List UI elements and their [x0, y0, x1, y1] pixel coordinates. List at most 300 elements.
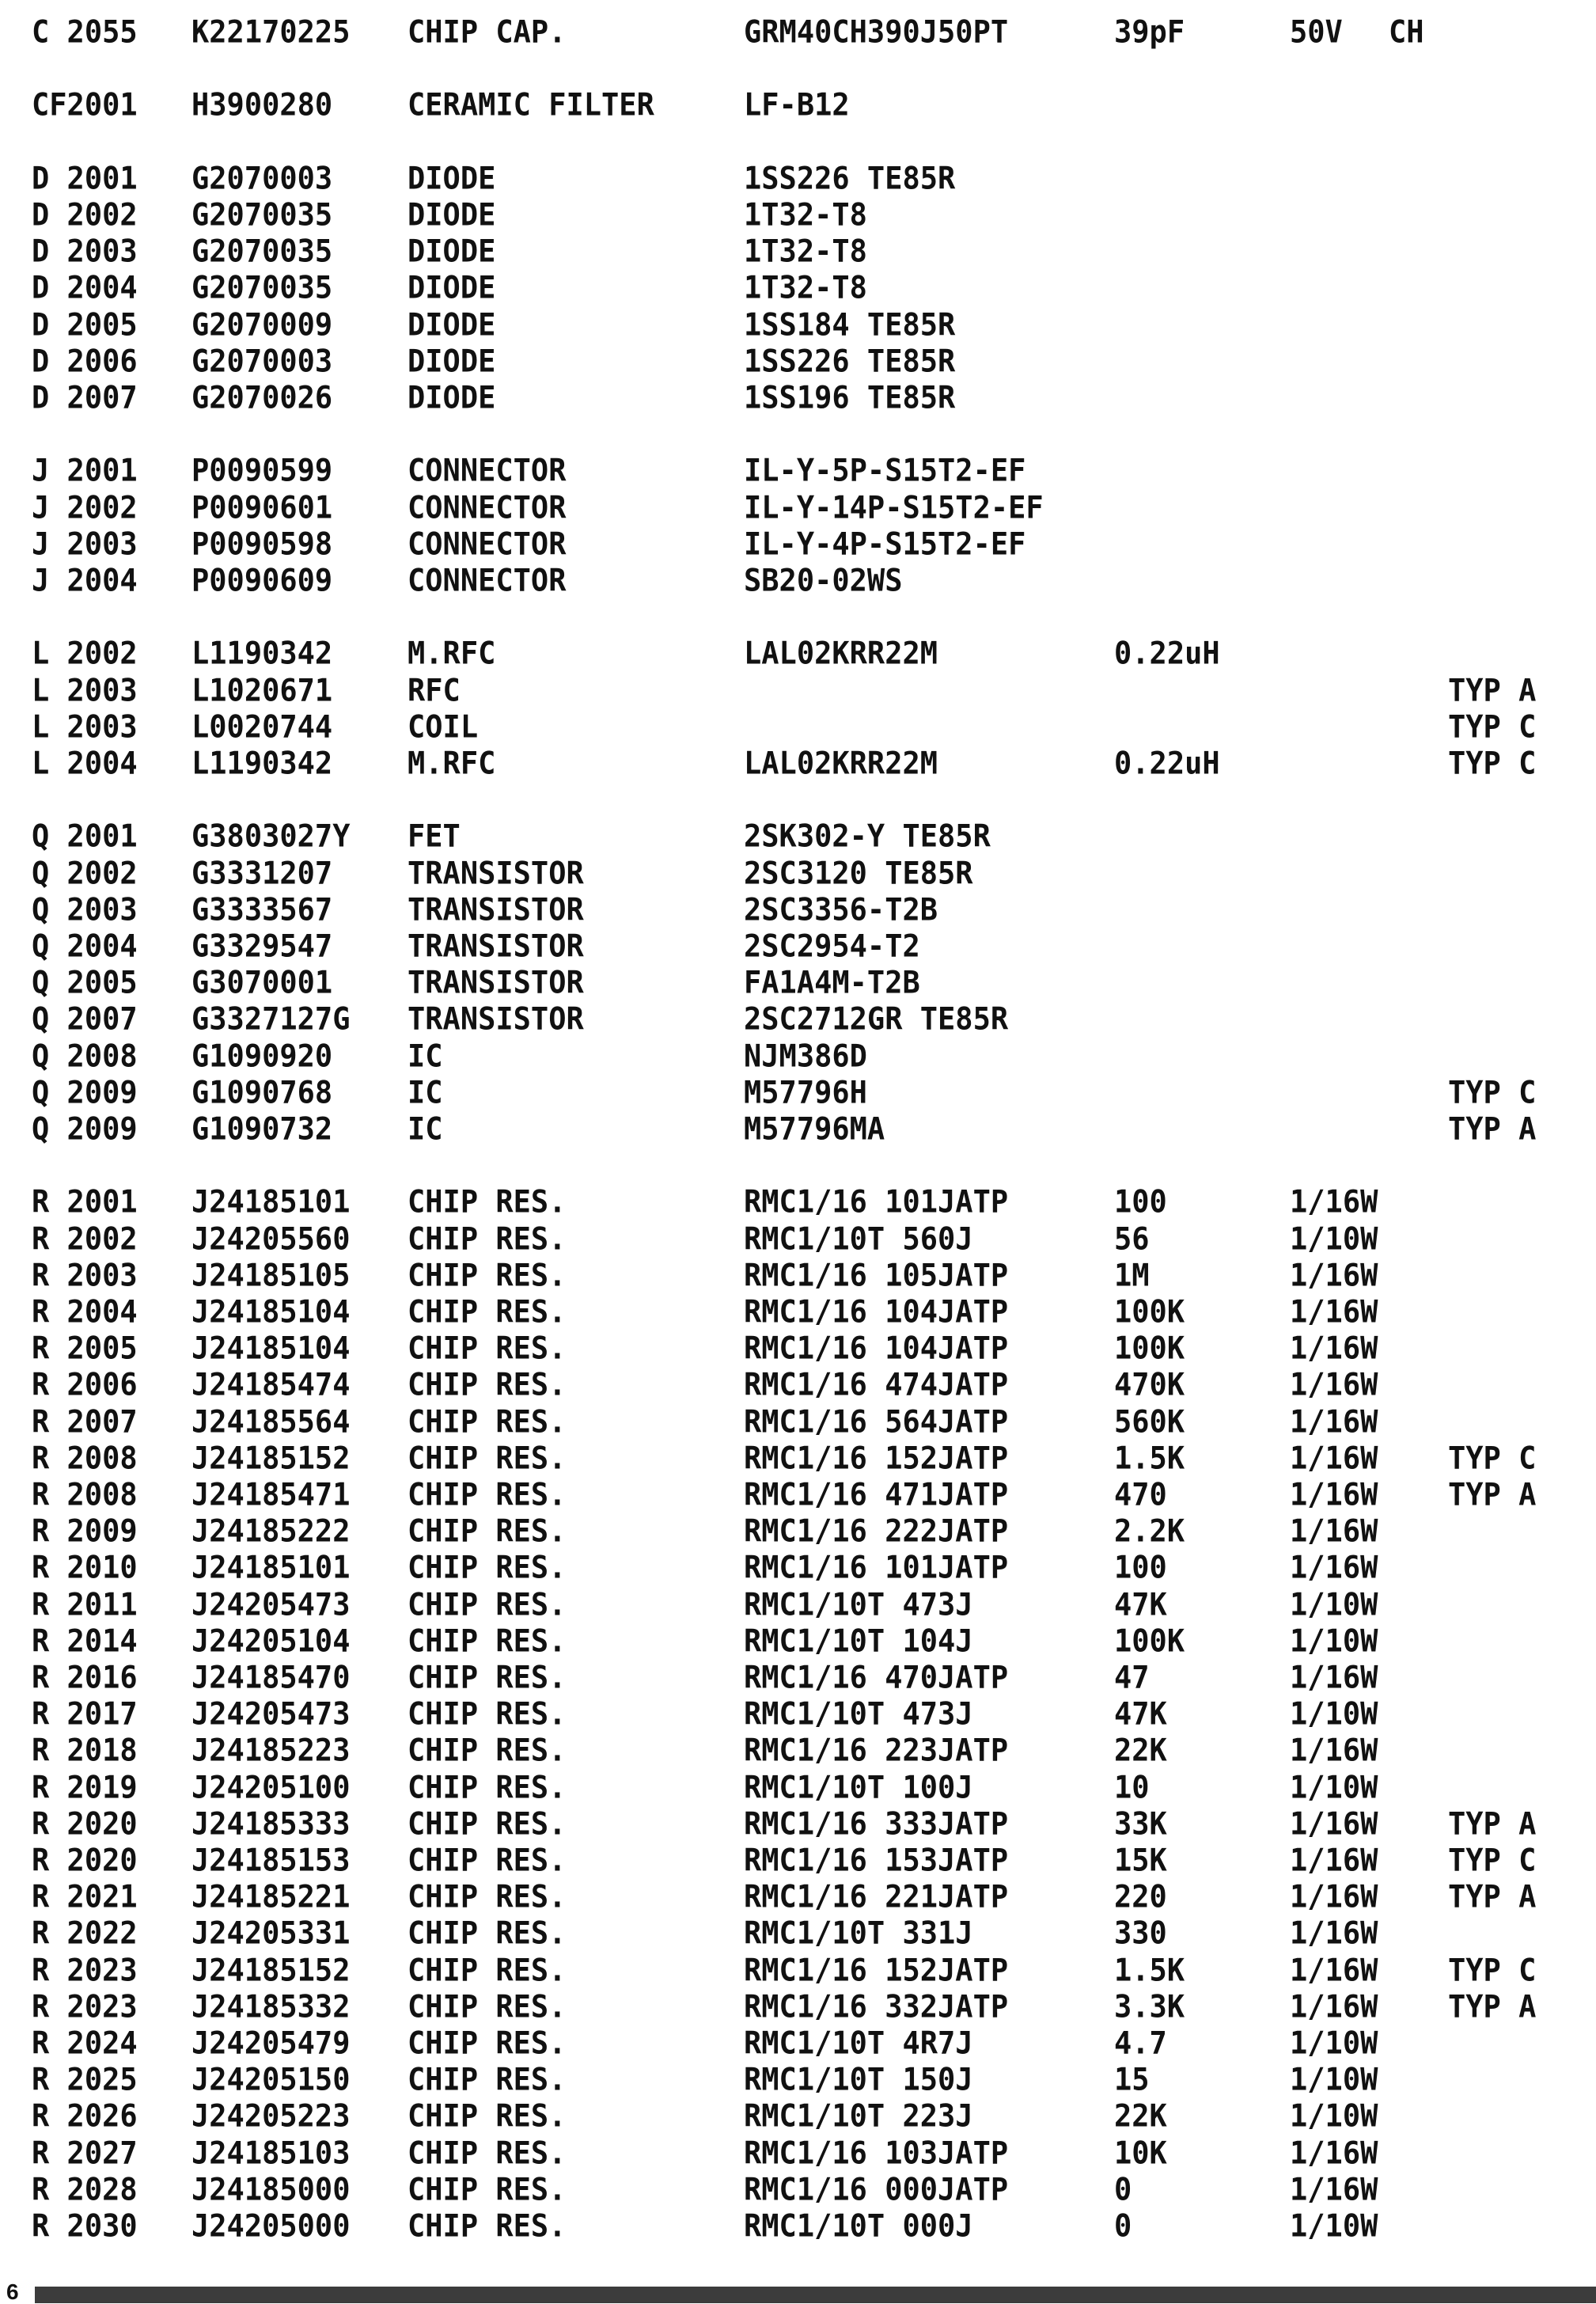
ref-designator: L 2002 [32, 636, 138, 672]
parts-row [0, 708, 1596, 746]
component-value: 15K [1114, 1842, 1167, 1879]
description: TRANSISTOR [408, 1001, 584, 1038]
part-number: G2070009 [191, 306, 333, 343]
component-value: 33K [1114, 1805, 1167, 1842]
type-number: NJM386D [744, 1038, 867, 1074]
part-number: J24205150 [191, 2062, 351, 2098]
part-number: J24205473 [191, 1696, 351, 1733]
rating: 1/16W [1290, 1476, 1378, 1513]
component-value: 10 [1114, 1769, 1150, 1805]
parts-row [0, 1183, 1596, 1221]
ref-designator: D 2003 [32, 233, 138, 270]
component-value: 100K [1114, 1330, 1185, 1367]
description: DIODE [408, 270, 496, 306]
ref-designator: Q 2002 [32, 855, 138, 891]
component-value: 0 [1114, 2171, 1132, 2207]
parts-row [0, 1330, 1596, 1368]
component-value: 100K [1114, 1623, 1185, 1659]
rating: 1/10W [1290, 1696, 1378, 1733]
ref-designator: R 2016 [32, 1659, 138, 1696]
part-number: P0090601 [191, 489, 333, 526]
type-number: RMC1/16 101JATP [744, 1184, 1009, 1220]
type-number: M57796MA [744, 1110, 885, 1148]
part-number: G1090920 [191, 1038, 333, 1074]
part-number: J24205473 [191, 1586, 351, 1623]
ref-designator: R 2011 [32, 1586, 138, 1623]
type-number: 2SC3120 TE85R [744, 855, 973, 891]
type-number: RMC1/16 105JATP [744, 1257, 1009, 1293]
ref-designator: R 2006 [32, 1367, 138, 1403]
ref-designator: D 2002 [32, 196, 138, 233]
ref-designator: R 2003 [32, 1257, 138, 1293]
rating: 1/10W [1290, 2025, 1378, 2062]
type-number: GRM40CH390J50PT [744, 13, 1009, 51]
ref-designator: Q 2007 [32, 1001, 138, 1038]
description: RFC [408, 672, 461, 708]
type-number: IL-Y-4P-S15T2-EF [744, 526, 1026, 562]
rating: 1/16W [1290, 1842, 1378, 1879]
description: CHIP RES. [408, 2098, 567, 2135]
ref-designator: Q 2009 [32, 1074, 138, 1110]
ref-designator: R 2017 [32, 1696, 138, 1733]
part-number: K22170225 [191, 13, 351, 51]
ref-designator: R 2026 [32, 2098, 138, 2135]
component-value: 22K [1114, 2098, 1167, 2135]
footer-bar [35, 2287, 1596, 2303]
description: DIODE [408, 233, 496, 270]
parts-row [0, 2171, 1596, 2209]
ref-designator: D 2006 [32, 343, 138, 379]
parts-row [0, 928, 1596, 966]
type-number: RMC1/16 564JATP [744, 1403, 1009, 1440]
ref-designator: R 2008 [32, 1440, 138, 1476]
description: CHIP RES. [408, 1367, 567, 1403]
description: CHIP RES. [408, 1513, 567, 1550]
ref-designator: R 2005 [32, 1330, 138, 1367]
description: CHIP RES. [408, 1696, 567, 1733]
parts-row [0, 1732, 1596, 1770]
parts-row [0, 1695, 1596, 1733]
parts-row [0, 1293, 1596, 1331]
type-number: 1T32-T8 [744, 196, 867, 233]
type-number: RMC1/16 104JATP [744, 1293, 1009, 1330]
rating: 1/16W [1290, 1733, 1378, 1769]
part-number: J24185101 [191, 1550, 351, 1586]
description: CONNECTOR [408, 562, 567, 599]
parts-row [0, 13, 1596, 51]
rating: 1/10W [1290, 1220, 1378, 1257]
parts-row [0, 1623, 1596, 1661]
ref-designator: R 2019 [32, 1769, 138, 1805]
parts-row [0, 562, 1596, 600]
part-number: G3333567 [191, 891, 333, 928]
ref-designator: R 2024 [32, 2025, 138, 2062]
type-number: 2SC3356-T2B [744, 891, 938, 928]
parts-row [0, 2097, 1596, 2135]
ref-designator: J 2001 [32, 453, 138, 489]
part-number: G1090732 [191, 1110, 333, 1148]
component-value: 0 [1114, 2207, 1132, 2245]
description: CHIP RES. [408, 1550, 567, 1586]
type-number: RMC1/16 103JATP [744, 2135, 1009, 2171]
description: CHIP RES. [408, 1879, 567, 1915]
parts-row [0, 196, 1596, 234]
parts-row [0, 2207, 1596, 2245]
description: CHIP RES. [408, 1842, 567, 1879]
ref-designator: R 2008 [32, 1476, 138, 1513]
type-number: 2SC2712GR TE85R [744, 1001, 1009, 1038]
part-number: J24185153 [191, 1842, 351, 1879]
part-number: L0020744 [191, 708, 333, 745]
ref-designator: R 2021 [32, 1879, 138, 1915]
ref-designator: R 2025 [32, 2062, 138, 2098]
type-number: RMC1/16 000JATP [744, 2171, 1009, 2207]
part-number: L1020671 [191, 672, 333, 708]
description: CHIP RES. [408, 1586, 567, 1623]
component-value: 0.22uH [1114, 745, 1220, 782]
parts-row [0, 379, 1596, 417]
description: CHIP RES. [408, 1257, 567, 1293]
description: DIODE [408, 160, 496, 196]
part-number: G3331207 [191, 855, 333, 891]
parts-row [0, 1440, 1596, 1478]
part-number: G3329547 [191, 928, 333, 965]
ref-designator: R 2023 [32, 1988, 138, 2025]
parts-row [0, 1549, 1596, 1587]
description: CHIP RES. [408, 1915, 567, 1952]
rating: 1/16W [1290, 1952, 1378, 1988]
component-value: 47 [1114, 1659, 1150, 1696]
parts-row [0, 818, 1596, 856]
component-value: 1.5K [1114, 1952, 1185, 1988]
ref-designator: R 2001 [32, 1184, 138, 1220]
ref-designator: R 2007 [32, 1403, 138, 1440]
part-number: G1090768 [191, 1074, 333, 1110]
type-number: LAL02KRR22M [744, 636, 938, 672]
ref-designator: R 2023 [32, 1952, 138, 1988]
description: CHIP RES. [408, 1403, 567, 1440]
parts-row [0, 233, 1596, 271]
ref-designator: R 2014 [32, 1623, 138, 1659]
part-number: J24185474 [191, 1367, 351, 1403]
ref-designator: R 2009 [32, 1513, 138, 1550]
type-number: 1SS226 TE85R [744, 160, 956, 196]
part-number: G2070035 [191, 196, 333, 233]
type-number: RMC1/16 104JATP [744, 1330, 1009, 1367]
description: CHIP RES. [408, 1805, 567, 1842]
type-number: IL-Y-5P-S15T2-EF [744, 453, 1026, 489]
description: DIODE [408, 196, 496, 233]
component-value: 4.7 [1114, 2025, 1167, 2062]
type-number: 2SC2954-T2 [744, 928, 920, 965]
parts-row [0, 1842, 1596, 1880]
rating: 1/16W [1290, 1330, 1378, 1367]
part-number: G2070026 [191, 379, 333, 416]
rating: 1/16W [1290, 1184, 1378, 1220]
parts-row [0, 1951, 1596, 1989]
type-number: RMC1/10T 150J [744, 2062, 973, 2098]
part-number: J24185564 [191, 1403, 351, 1440]
description: CHIP RES. [408, 2207, 567, 2245]
variant-tag: TYP A [1448, 1879, 1537, 1915]
ref-designator: R 2020 [32, 1842, 138, 1879]
part-number: J24185152 [191, 1440, 351, 1476]
parts-row [0, 854, 1596, 892]
type-number: RMC1/10T 473J [744, 1696, 973, 1733]
type-number: RMC1/10T 331J [744, 1915, 973, 1952]
type-number: RMC1/16 222JATP [744, 1513, 1009, 1550]
part-number: J24185332 [191, 1988, 351, 2025]
rating: 1/16W [1290, 1513, 1378, 1550]
type-number: IL-Y-14P-S15T2-EF [744, 489, 1044, 526]
page-number: 6 [6, 2279, 19, 2304]
component-value: 470 [1114, 1476, 1167, 1513]
variant-tag: TYP A [1448, 1988, 1537, 2025]
rating: 50V [1290, 13, 1343, 51]
component-value: 470K [1114, 1367, 1185, 1403]
description: TRANSISTOR [408, 891, 584, 928]
component-value: 47K [1114, 1696, 1167, 1733]
parts-row [0, 1988, 1596, 2026]
description: CHIP CAP. [408, 13, 567, 51]
ref-designator: J 2003 [32, 526, 138, 562]
rating: 1/16W [1290, 1805, 1378, 1842]
part-number: J24185101 [191, 1184, 351, 1220]
type-number: 1SS196 TE85R [744, 379, 956, 416]
type-number: 2SK302-Y TE85R [744, 818, 991, 855]
rating: 1/16W [1290, 1915, 1378, 1952]
type-number: RMC1/10T 100J [744, 1769, 973, 1805]
rating: 1/10W [1290, 2062, 1378, 2098]
rating: 1/16W [1290, 1988, 1378, 2025]
type-number: RMC1/10T 473J [744, 1586, 973, 1623]
ref-designator: R 2030 [32, 2207, 138, 2245]
component-value: 0.22uH [1114, 636, 1220, 672]
part-number: J24205000 [191, 2207, 351, 2245]
ref-designator: L 2004 [32, 745, 138, 782]
parts-row [0, 2061, 1596, 2099]
description: CHIP RES. [408, 2025, 567, 2062]
part-number: J24185104 [191, 1293, 351, 1330]
part-number: J24205331 [191, 1915, 351, 1952]
ref-designator: R 2002 [32, 1220, 138, 1257]
parts-row [0, 1074, 1596, 1112]
description: COIL [408, 708, 479, 745]
ref-designator: Q 2003 [32, 891, 138, 928]
description: DIODE [408, 343, 496, 379]
ref-designator: D 2004 [32, 270, 138, 306]
part-number: J24185223 [191, 1733, 351, 1769]
parts-row [0, 1513, 1596, 1551]
description: CHIP RES. [408, 1952, 567, 1988]
parts-row [0, 488, 1596, 526]
parts-row [0, 745, 1596, 783]
extra-spec: CH [1389, 13, 1424, 51]
type-number: RMC1/10T 4R7J [744, 2025, 973, 2062]
part-number: J24185105 [191, 1257, 351, 1293]
parts-row [0, 671, 1596, 709]
ref-designator: D 2005 [32, 306, 138, 343]
description: TRANSISTOR [408, 855, 584, 891]
description: CHIP RES. [408, 1623, 567, 1659]
description: CHIP RES. [408, 2062, 567, 2098]
ref-designator: R 2022 [32, 1915, 138, 1952]
description: CHIP RES. [408, 1220, 567, 1257]
type-number: LAL02KRR22M [744, 745, 938, 782]
variant-tag: TYP C [1448, 708, 1537, 745]
ref-designator: L 2003 [32, 708, 138, 745]
ref-designator: J 2002 [32, 489, 138, 526]
description: CHIP RES. [408, 1988, 567, 2025]
parts-row [0, 452, 1596, 490]
part-number: J24185221 [191, 1879, 351, 1915]
variant-tag: TYP C [1448, 1440, 1537, 1476]
parts-row [0, 1366, 1596, 1404]
component-value: 56 [1114, 1220, 1150, 1257]
description: CONNECTOR [408, 453, 567, 489]
rating: 1/16W [1290, 2135, 1378, 2171]
component-value: 100K [1114, 1293, 1185, 1330]
part-number: J24185333 [191, 1805, 351, 1842]
component-value: 560K [1114, 1403, 1185, 1440]
parts-row [0, 1878, 1596, 1916]
part-number: P0090599 [191, 453, 333, 489]
type-number: FA1A4M-T2B [744, 965, 920, 1001]
description: DIODE [408, 306, 496, 343]
description: DIODE [408, 379, 496, 416]
type-number: LF-B12 [744, 87, 850, 123]
component-value: 47K [1114, 1586, 1167, 1623]
description: CHIP RES. [408, 1476, 567, 1513]
description: CHIP RES. [408, 1293, 567, 1330]
component-value: 1M [1114, 1257, 1150, 1293]
ref-designator: R 2028 [32, 2171, 138, 2207]
part-number: G2070035 [191, 233, 333, 270]
rating: 1/10W [1290, 1586, 1378, 1623]
rating: 1/10W [1290, 2207, 1378, 2245]
ref-designator: R 2020 [32, 1805, 138, 1842]
rating: 1/10W [1290, 1769, 1378, 1805]
description: CHIP RES. [408, 2135, 567, 2171]
variant-tag: TYP A [1448, 672, 1537, 708]
parts-row [0, 1659, 1596, 1697]
rating: 1/16W [1290, 1440, 1378, 1476]
ref-designator: C 2055 [32, 13, 138, 51]
part-number: G2070003 [191, 160, 333, 196]
variant-tag: TYP C [1448, 745, 1537, 782]
component-value: 10K [1114, 2135, 1167, 2171]
rating: 1/16W [1290, 1367, 1378, 1403]
parts-row [0, 1585, 1596, 1623]
part-number: H3900280 [191, 87, 333, 123]
ref-designator: Q 2009 [32, 1110, 138, 1148]
parts-row [0, 1805, 1596, 1843]
ref-designator: Q 2001 [32, 818, 138, 855]
parts-row [0, 1000, 1596, 1038]
description: CHIP RES. [408, 1330, 567, 1367]
description: M.RFC [408, 636, 496, 672]
type-number: 1SS226 TE85R [744, 343, 956, 379]
component-value: 22K [1114, 1733, 1167, 1769]
variant-tag: TYP A [1448, 1110, 1537, 1148]
type-number: RMC1/16 221JATP [744, 1879, 1009, 1915]
type-number: RMC1/10T 000J [744, 2207, 973, 2245]
description: IC [408, 1110, 443, 1148]
rating: 1/16W [1290, 1879, 1378, 1915]
rating: 1/10W [1290, 2098, 1378, 2135]
type-number: M57796H [744, 1074, 867, 1110]
description: FET [408, 818, 461, 855]
description: IC [408, 1074, 443, 1110]
part-number: J24205479 [191, 2025, 351, 2062]
parts-row [0, 964, 1596, 1002]
component-value: 100 [1114, 1550, 1167, 1586]
part-number: J24205104 [191, 1623, 351, 1659]
part-number: J24205100 [191, 1769, 351, 1805]
rating: 1/16W [1290, 1293, 1378, 1330]
parts-row [0, 1768, 1596, 1806]
description: TRANSISTOR [408, 928, 584, 965]
parts-row [0, 1110, 1596, 1148]
description: CHIP RES. [408, 1659, 567, 1696]
rating: 1/16W [1290, 2171, 1378, 2207]
ref-designator: Q 2008 [32, 1038, 138, 1074]
description: CHIP RES. [408, 2171, 567, 2207]
parts-row [0, 1403, 1596, 1440]
type-number: RMC1/16 101JATP [744, 1550, 1009, 1586]
type-number: RMC1/16 470JATP [744, 1659, 1009, 1696]
type-number: RMC1/16 471JATP [744, 1476, 1009, 1513]
part-number: J24185103 [191, 2135, 351, 2171]
type-number: RMC1/16 152JATP [744, 1952, 1009, 1988]
variant-tag: TYP A [1448, 1476, 1537, 1513]
ref-designator: Q 2005 [32, 965, 138, 1001]
variant-tag: TYP C [1448, 1952, 1537, 1988]
type-number: RMC1/16 223JATP [744, 1733, 1009, 1769]
parts-row [0, 1220, 1596, 1258]
ref-designator: R 2027 [32, 2135, 138, 2171]
rating: 1/16W [1290, 1403, 1378, 1440]
component-value: 2.2K [1114, 1513, 1185, 1550]
rating: 1/16W [1290, 1659, 1378, 1696]
part-number: L1190342 [191, 745, 333, 782]
parts-row [0, 2025, 1596, 2063]
part-number: G2070035 [191, 270, 333, 306]
part-number: J24185152 [191, 1952, 351, 1988]
type-number: RMC1/16 152JATP [744, 1440, 1009, 1476]
type-number: RMC1/16 333JATP [744, 1805, 1009, 1842]
part-number: J24205223 [191, 2098, 351, 2135]
part-number: J24185000 [191, 2171, 351, 2207]
part-number: J24185222 [191, 1513, 351, 1550]
ref-designator: J 2004 [32, 562, 138, 599]
part-number: L1190342 [191, 636, 333, 672]
type-number: RMC1/10T 560J [744, 1220, 973, 1257]
part-number: P0090598 [191, 526, 333, 562]
rating: 1/16W [1290, 1257, 1378, 1293]
description: CHIP RES. [408, 1769, 567, 1805]
description: CHIP RES. [408, 1440, 567, 1476]
type-number: SB20-02WS [744, 562, 903, 599]
part-number: G2070003 [191, 343, 333, 379]
parts-row [0, 526, 1596, 564]
variant-tag: TYP A [1448, 1805, 1537, 1842]
description: CHIP RES. [408, 1733, 567, 1769]
component-value: 15 [1114, 2062, 1150, 2098]
ref-designator: R 2004 [32, 1293, 138, 1330]
type-number: RMC1/10T 223J [744, 2098, 973, 2135]
parts-row [0, 269, 1596, 307]
